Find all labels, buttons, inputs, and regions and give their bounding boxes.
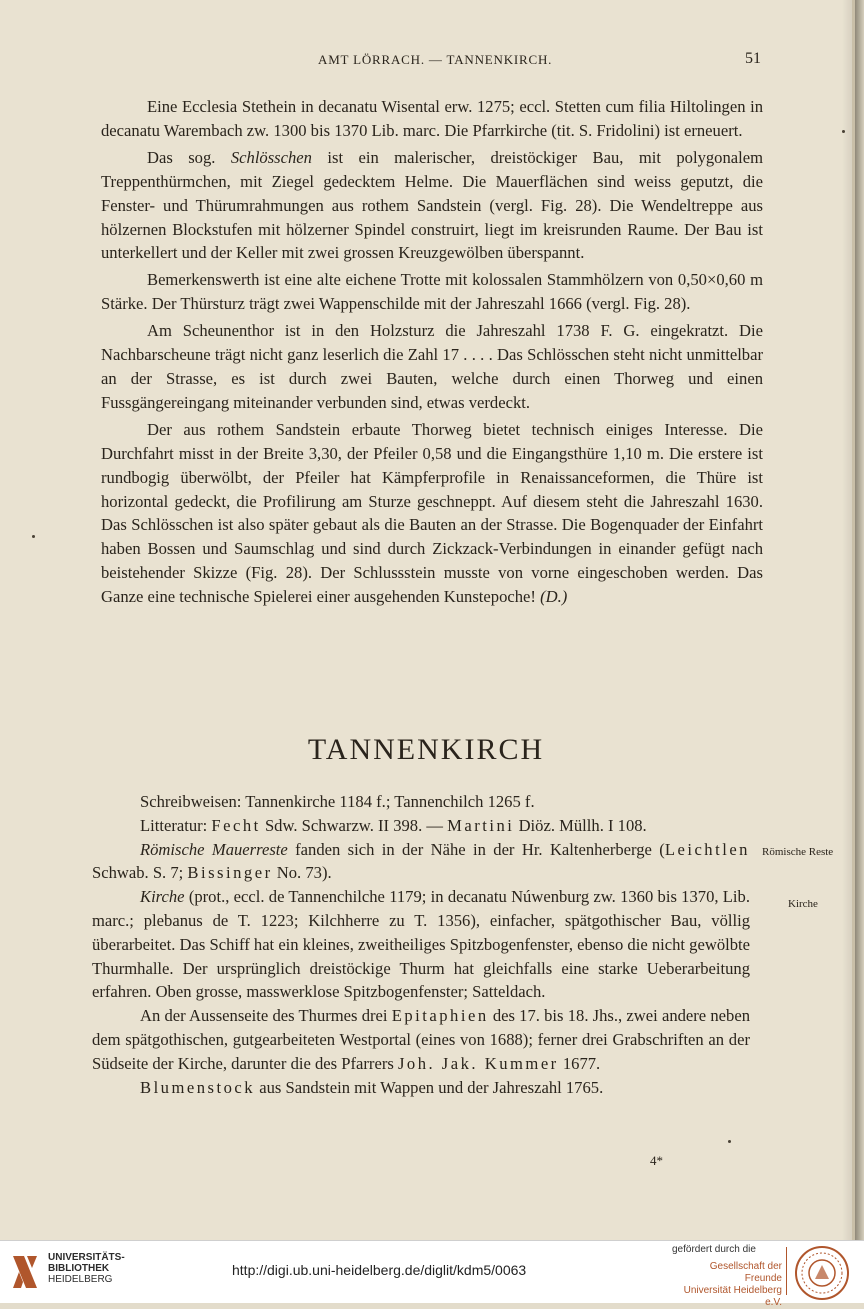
litteratur-line: Litteratur: Fecht Sdw. Schwarzw. II 398. — Martini Diöz. Müllh. I 108. — [140, 815, 647, 835]
scan-speck — [728, 1140, 731, 1143]
page-number: 51 — [745, 50, 761, 67]
footer-bar — [0, 1240, 864, 1308]
funder-name: Gesellschaft der Freunde Universität Heidelberg e.V. — [683, 1261, 782, 1308]
margin-note-kirche: Kirche — [788, 898, 818, 910]
term-schloesschen: Schlösschen — [230, 147, 312, 167]
signature-mark: 4* — [650, 1153, 663, 1168]
university-library-logo-icon — [10, 1252, 40, 1292]
scan-speck — [32, 535, 35, 538]
paragraph-thorweg: Der aus rothem Sandstein erbaute Thorweg bietet technisch einiges Interesse. Die Durchfahrt misst in der Breite 3,30, der Pfeiler 0,58 und die Eingangsthüre 1,10 m. Die erstere ist rundbogig überwölbt, der Pfeiler hat Kämpferprofile in Renaissanceformen, die Thüre ist horizontal gedeckt, die Profilirung am Sturze geschneppt. Auf diesem steht die Jahreszahl 1630. Das Schlösschen ist also später gebaut als die Bauten an der Strasse. Die Bogenquader der Einfahrt haben Bossen und Saumschlag und sind durch Zickzack-Verbindungen in einander gefügt nach beistehender Skizze (Fig. 28). Der Schlussstein musste von vorne eingeschoben werden. Das Ganze eine technische Spielerei einer ausgehenden Kunstepoche! (D.) — [101, 419, 763, 607]
margin-note-roemische-reste: Römische Reste — [762, 846, 834, 858]
paragraph-roemische-mauerreste: Römische Mauerreste fanden sich in der Nähe in der Hr. Kaltenherberge (Leichtlen Schwab. S. 7; Bissinger No. 73). — [92, 839, 750, 883]
source-url-link[interactable]: http://digi.ub.uni-heidelberg.de/diglit/kdm5/0063 — [232, 1262, 527, 1278]
book-edge — [855, 0, 864, 1240]
section-title: TANNENKIRCH — [307, 733, 545, 766]
paragraph-schloesschen: Das sog. Schlösschen ist ein malerischer, dreistöckiger Bau, mit polygonalem Treppenthürmchen, mit Ziegel gedecktem Helme. Die Mauerflächen sind weiss geputzt, die Fenster- und Thürumrahmungen aus rothem Sandstein (vergl. Fig. 28). Die Wendeltreppe aus hölzernen Blockstufen mit hölzerner Spindel construirt, liegt im kreisrunden Raume. Der Bau ist unterkellert und der Keller mit zwei grossen Kreuzgewölben überspannt. — [101, 147, 764, 263]
funder-divider — [786, 1247, 787, 1295]
paragraph-ecclesia: Eine Ecclesia Stethein in decanatu Wisental erw. 1275; eccl. Stetten cum filia Hiltolingen in decanatu Warembach zw. 1300 bis 1370 Lib. marc. Die Pfarrkirche (tit. S. Fridolini) ist erneuert. — [101, 97, 763, 140]
section-text — [92, 790, 750, 1099]
schreibweisen-line: Schreibweisen: Tannenkirche 1184 f.; Tannenchilch 1265 f. — [140, 792, 535, 811]
author-signature: (D.) — [540, 587, 568, 607]
paragraph-trotte: Bemerkenswerth ist eine alte eichene Trotte mit kolossalen Stammhölzern von 0,50×0,60 m Stärke. Der Thürsturz trägt zwei Wappenschilde mit der Jahreszahl 1666 (vergl. Fig. 28). — [101, 270, 763, 314]
funded-by-label: gefördert durch die — [672, 1244, 756, 1255]
body-text — [101, 95, 763, 609]
paragraph-blumenstock: Blumenstock aus Sandstein mit Wappen und der Jahreszahl 1765. — [140, 1077, 604, 1097]
scan-speck — [842, 130, 845, 133]
paragraph-kirche: Kirche (prot., eccl. de Tannenchilche 1179; in decanatu Núwenburg zw. 1360 bis 1370, Lib. marc.; plebanus de T. 1223; Kilchherre zu T. 1356), einfacher, spätgothischer Bau, völlig überarbeitet. Das Schiff hat ein kleines, zweitheiliges Spitzbogenfenster, ebenso die nicht gewölbte Thurmhalle. Der ursprünglich dreistöckige Thurm hat gleichfalls eine starke Ueberarbeitung erfahren. Oben grosse, masswerklose Spitzbogenfenster; Satteldach. — [92, 887, 750, 1002]
funder-seal-icon — [794, 1245, 850, 1301]
paragraph-scheunenthor: Am Scheunenthor ist in den Holzsturz die Jahreszahl 1738 F. G. eingekratzt. Die Nachbarscheune trägt nicht ganz leserlich die Zahl 17 . . . . Das Schlösschen steht nicht unmittelbar an der Strasse, es ist durch zwei Bauten, welche durch einen Thorweg und einen Fussgängereingang miteinander verbunden sind, etwas verdeckt. — [101, 321, 763, 412]
running-head: AMT LÖRRACH. — TANNENKIRCH. — [318, 52, 553, 67]
university-library-name: UNIVERSITÄTS- BIBLIOTHEK HEIDELBERG — [48, 1252, 125, 1285]
paragraph-epitaphien: An der Aussenseite des Thurmes drei Epitaphien des 17. bis 18. Jhs., zwei andere neben dem spätgothischen, gutgearbeiteten Westportal (eines von 1688); ferner drei Grabschriften an der Südseite der Kirche, darunter die des Pfarrers Joh. Jak. Kummer 1677. — [92, 1006, 751, 1073]
